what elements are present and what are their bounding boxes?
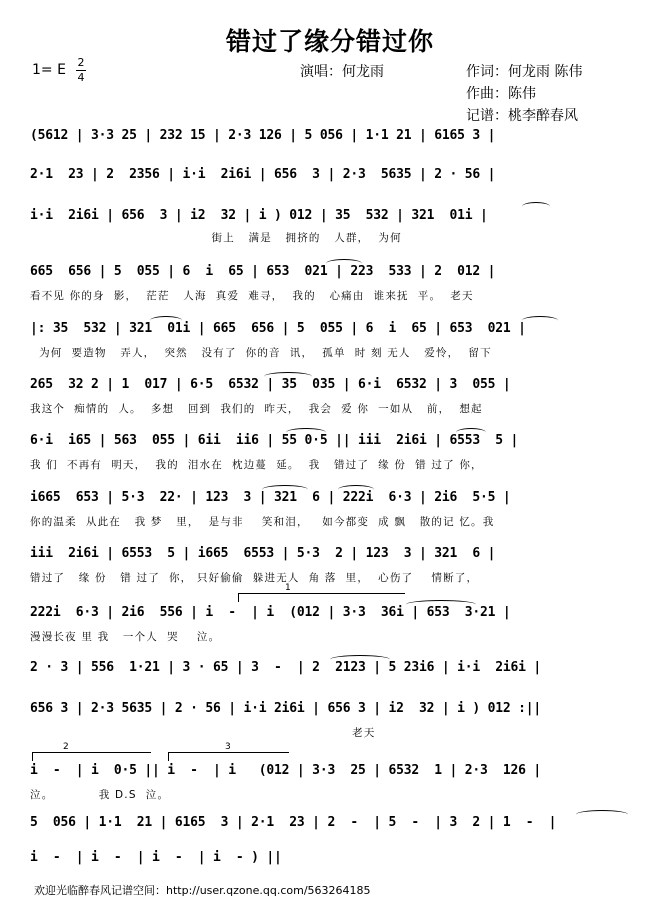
lyric-line-6: 我这个 痴情的 人。 多想 回到 我们的 昨天， 我会 爱 你 一如从 前， 想起 [30,403,483,415]
lyric-line-4: 看不见 你的身 影， 茫茫 人海 真爱 难寻， 我的 心痛由 谁来抚 平。 老天 [30,290,474,302]
score-line-4: 665 656 | 5 055 | 6 i 65 | 653 021 | 223 533 | 2 012 | [30,264,496,279]
lyric-line-13: 泣。 我 D.S 泣。 [30,789,170,801]
score-line-2: 2·1 23 | 2 2356 | i·i 2i6i | 656 3 | 2·3 5635 | 2 · 56 | [30,167,496,182]
slur [576,810,628,819]
volta-bracket-2 [32,742,151,761]
volta-label-2: 2 [63,742,69,752]
score-line-9: iii 2i6i | 6553 5 | i665 6553 | 5·3 2 | 123 3 | 321 6 | [30,546,496,561]
footer-note: 欢迎光临醉春风记谱空间：http://user.qzone.qq.com/563264185 [34,884,371,897]
time-signature [76,57,86,84]
slur [150,316,182,325]
composer: 作曲：陈伟 [466,86,536,102]
score-line-8: i665 653 | 5·3 22· | 123 3 | 321 6 | 222i 6·3 | 2i6 5·5 | [30,490,511,505]
score-line-5: |: 35 532 | 321 01i | 665 656 | 5 055 | 6 i 65 | 653 021 | [30,321,526,336]
song-title: 错过了缘分错过你 [225,27,434,56]
slur [262,485,308,494]
slur [264,372,312,381]
volta-label-1: 1 [285,583,291,593]
slur [522,316,558,325]
key-signature: 1= E [32,62,66,78]
slur [330,655,390,664]
slur [406,600,476,609]
time-bottom: 4 [77,71,85,84]
score-line-14: 5 056 | 1·1 21 | 6165 3 | 2·1 23 | 2 - | 5 - | 3 2 | 1 - | [30,815,557,830]
lyric-line-9: 错过了 缘 份 错 过了 你， 只好偷偷 躲进无人 角 落 里， 心伤了 情断了， [30,572,479,584]
lyric-line-8: 你的温柔 从此在 我 梦 里， 是与非 笑和泪， 如今都变 成 飘 散的记 忆。我 [30,516,495,528]
score-line-12: 656 3 | 2·3 5635 | 2 · 56 | i·i 2i6i | 656 3 | i2 32 | i ) 012 :|| [30,701,541,716]
singer: 演唱：何龙雨 [300,64,384,80]
volta-bracket-1 [238,583,405,602]
score-line-11: 2 · 3 | 556 1·21 | 3 · 65 | 3 - | 2 2123 | 5 23i6 | i·i 2i6i | [30,660,541,675]
volta-bracket-3 [168,742,289,761]
lyric-line-3: 街上 满是 拥挤的 人群， 为何 [30,232,402,244]
lyric-line-12: 老天 [30,727,376,739]
slur [522,202,550,211]
score-line-6: 265 32 2 | 1 017 | 6·5 6532 | 35 035 | 6·i 6532 | 3 055 | [30,377,511,392]
lyric-line-7: 我 们 不再有 明天， 我的 泪水在 枕边蔓 延。 我 错过了 缘 份 错 过了 你， [30,459,483,471]
transcriber: 记谱：桃李醉春风 [466,108,578,124]
lyricist: 作词：何龙雨 陈伟 [466,64,583,80]
lyric-line-5: 为何 要造物 弄人， 突然 没有了 你的音 讯， 孤单 时 刻 无人 爱怜， 留下 [30,347,492,359]
slur [326,259,362,268]
volta-label-3: 3 [225,742,231,752]
time-top: 2 [77,56,85,69]
score-line-10: 222i 6·3 | 2i6 556 | i - | i (012 | 3·3 36i | 653 3·21 | [30,605,511,620]
lyric-line-10: 漫漫长夜 里 我 一个人 哭 泣。 [30,631,221,643]
slur [338,485,374,494]
slur [456,428,486,437]
score-line-15: i - | i - | i - | i - ) || [30,850,282,865]
score-line-7: 6·i i65 | 563 055 | 6ii ii6 | 55 0·5 || iii 2i6i | 6553 5 | [30,433,519,448]
score-line-13: i - | i 0·5 || i - | i (012 | 3·3 25 | 6532 1 | 2·3 126 | [30,763,541,778]
score-line-1: (5612 | 3·3 25 | 232 15 | 2·3 126 | 5 056 | 1·1 21 | 6165 3 | [30,128,496,143]
slur [286,428,326,437]
score-line-3: i·i 2i6i | 656 3 | i2 32 | i ) 012 | 35 532 | 321 01i | [30,208,488,223]
